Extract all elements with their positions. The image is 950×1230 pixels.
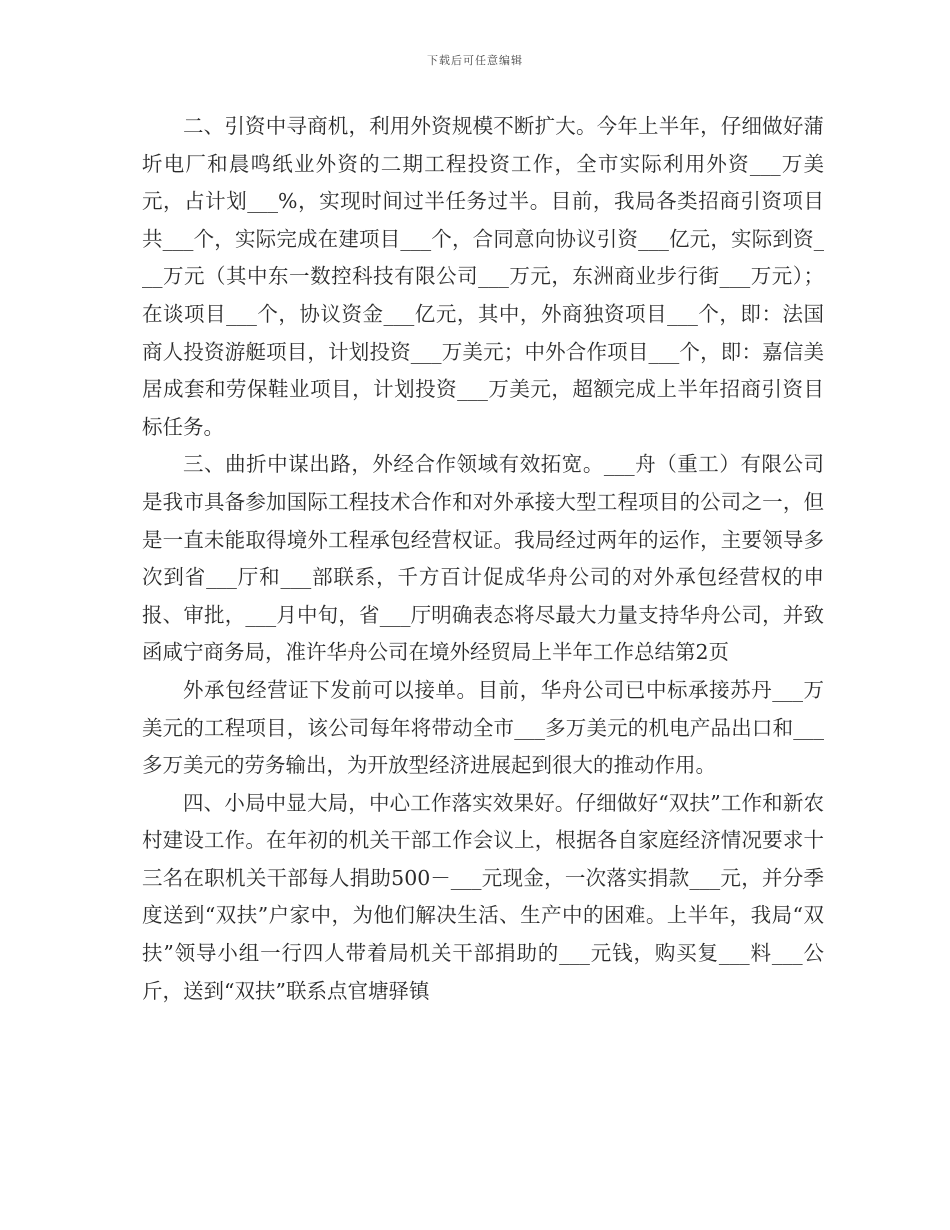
- paragraph-central-work: 四、小局中显大局，中心工作落实效果好。仔细做好“双扶”工作和新农村建设工作。在年初的机关干部工作会议上，根据各自家庭经济情况要求十三名在职机关干部每人捐助500－___元现金，一次落实捐款___元，并分季度送到“双扶”户家中，为他们解决生活、生产中的困难。上半年，我局“双扶”领导小组一行四人带着局机关干部捐助的___元钱，购买复___料___公斤，送到“双扶”联系点官塘驿镇: [142, 790, 824, 1003]
- paragraph-contracting: 外承包经营证下发前可以接单。目前，华舟公司已中标承接苏丹___万美元的工程项目，该公司每年将带动全市___多万美元的机电产品出口和___多万美元的劳务输出，为开放型经济进展起到很大的推动作用。: [142, 677, 824, 778]
- document-body: [142, 108, 824, 1010]
- paragraph-investment: 二、引资中寻商机，利用外资规模不断扩大。今年上半年，仔细做好蒲圻电厂和晨鸣纸业外资的二期工程投资工作，全市实际利用外资___万美元，占计划___%，实现时间过半任务过半。目前，我局各类招商引资项目共___个，实际完成在建项目___个，合同意向协议引资___亿元，实际到资___万元（其中东一数控科技有限公司___万元，东洲商业步行街___万元）；在谈项目___个，协议资金___亿元，其中，外商独资项目___个，即：法国商人投资游艇项目，计划投资___万美元；中外合作项目___个，即：嘉信美居成套和劳保鞋业项目，计划投资___万美元，超额完成上半年招商引资目标任务。: [142, 114, 824, 439]
- paragraph-foreign-cooperation: 三、曲折中谋出路，外经合作领域有效拓宽。___舟（重工）有限公司是我市具备参加国际工程技术合作和对外承接大型工程项目的公司之一，但是一直未能取得境外工程承包经营权证。我局经过两年的运作，主要领导多次到省___厅和___部联系，千方百计促成华舟公司的对外承包经营权的申报、审批，___月中旬，省___厅明确表态将尽最大力量支持华舟公司，并致函咸宁商务局，准许华舟公司在境外经贸局上半年工作总结第2页: [142, 452, 824, 665]
- page-header: 下载后可任意编辑: [427, 54, 523, 67]
